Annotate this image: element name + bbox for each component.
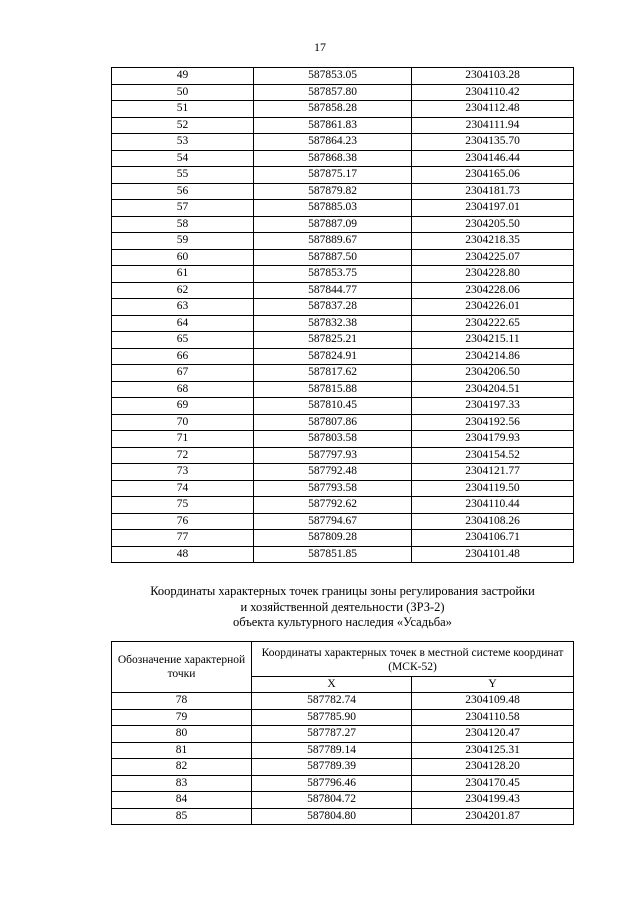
y-coordinate-cell: 2304135.70 [412,134,574,151]
x-coordinate-cell: 587858.28 [254,101,412,118]
table-row [112,134,574,151]
coordinates-table-continued [111,67,574,563]
table-row [112,726,574,743]
x-coordinate-cell: 587868.38 [254,150,412,167]
x-coordinate-cell: 587810.45 [254,398,412,415]
point-number-cell: 81 [112,742,252,759]
zrz2-coordinates-table [111,641,574,825]
y-coordinate-cell: 2304121.77 [412,464,574,481]
table-row [112,282,574,299]
x-coordinate-cell: 587796.46 [252,775,412,792]
x-coordinate-cell: 587887.09 [254,216,412,233]
x-coordinate-cell: 587789.14 [252,742,412,759]
y-coordinate-cell: 2304192.56 [412,414,574,431]
x-coordinate-cell: 587817.62 [254,365,412,382]
y-coordinate-cell: 2304204.51 [412,381,574,398]
y-coordinate-cell: 2304218.35 [412,233,574,250]
point-number-cell: 80 [112,726,252,743]
x-coordinate-cell: 587844.77 [254,282,412,299]
y-coordinate-cell: 2304179.93 [412,431,574,448]
header-x: X [252,677,412,693]
table-row [112,183,574,200]
point-number-cell: 54 [112,150,254,167]
y-coordinate-cell: 2304120.47 [412,726,574,743]
table-row [112,150,574,167]
point-number-cell: 63 [112,299,254,316]
section-title-line-3: объекта культурного наследия «Усадьба» [233,615,452,629]
coordinates-table-body [112,68,574,563]
table-row [112,332,574,349]
point-number-cell: 64 [112,315,254,332]
header-coordinates: Координаты характерных точек в местной системе координат (МСК-52) [252,642,574,677]
header-y: Y [412,677,574,693]
point-number-cell: 83 [112,775,252,792]
x-coordinate-cell: 587815.88 [254,381,412,398]
point-number-cell: 60 [112,249,254,266]
table-row [112,249,574,266]
point-number-cell: 67 [112,365,254,382]
y-coordinate-cell: 2304101.48 [412,546,574,563]
y-coordinate-cell: 2304206.50 [412,365,574,382]
section-title-line-2: и хозяйственной деятельности (ЗРЗ-2) [240,599,445,614]
x-coordinate-cell: 587792.62 [254,497,412,514]
table-row [112,480,574,497]
x-coordinate-cell: 587797.93 [254,447,412,464]
y-coordinate-cell: 2304197.33 [412,398,574,415]
table-row [112,216,574,233]
y-coordinate-cell: 2304215.11 [412,332,574,349]
y-coordinate-cell: 2304170.45 [412,775,574,792]
y-coordinate-cell: 2304197.01 [412,200,574,217]
table-row [112,464,574,481]
x-coordinate-cell: 587809.28 [254,530,412,547]
x-coordinate-cell: 587875.17 [254,167,412,184]
x-coordinate-cell: 587807.86 [254,414,412,431]
point-number-cell: 50 [112,84,254,101]
x-coordinate-cell: 587804.72 [252,792,412,809]
y-coordinate-cell: 2304119.50 [412,480,574,497]
y-coordinate-cell: 2304110.42 [412,84,574,101]
point-number-cell: 84 [112,792,252,809]
table-row [112,315,574,332]
point-number-cell: 75 [112,497,254,514]
point-number-cell: 69 [112,398,254,415]
y-coordinate-cell: 2304225.07 [412,249,574,266]
y-coordinate-cell: 2304128.20 [412,759,574,776]
x-coordinate-cell: 587793.58 [254,480,412,497]
table-row [112,117,574,134]
table-row [112,233,574,250]
table-row [112,759,574,776]
table-row [112,200,574,217]
table-row [112,709,574,726]
y-coordinate-cell: 2304165.06 [412,167,574,184]
y-coordinate-cell: 2304226.01 [412,299,574,316]
point-number-cell: 66 [112,348,254,365]
x-coordinate-cell: 587853.05 [254,68,412,85]
y-coordinate-cell: 2304110.58 [412,709,574,726]
y-coordinate-cell: 2304146.44 [412,150,574,167]
table-row [112,775,574,792]
y-coordinate-cell: 2304110.44 [412,497,574,514]
y-coordinate-cell: 2304106.71 [412,530,574,547]
point-number-cell: 71 [112,431,254,448]
y-coordinate-cell: 2304201.87 [412,808,574,825]
point-number-cell: 68 [112,381,254,398]
y-coordinate-cell: 2304111.94 [412,117,574,134]
x-coordinate-cell: 587861.83 [254,117,412,134]
point-number-cell: 51 [112,101,254,118]
x-coordinate-cell: 587889.67 [254,233,412,250]
point-number-cell: 76 [112,513,254,530]
table-row [112,513,574,530]
point-number-cell: 62 [112,282,254,299]
x-coordinate-cell: 587879.82 [254,183,412,200]
y-coordinate-cell: 2304222.65 [412,315,574,332]
zrz2-table-body [112,693,574,825]
table-row [112,431,574,448]
point-number-cell: 57 [112,200,254,217]
x-coordinate-cell: 587853.75 [254,266,412,283]
y-coordinate-cell: 2304214.86 [412,348,574,365]
table-row [112,546,574,563]
x-coordinate-cell: 587789.39 [252,759,412,776]
y-coordinate-cell: 2304199.43 [412,792,574,809]
y-coordinate-cell: 2304112.48 [412,101,574,118]
x-coordinate-cell: 587792.48 [254,464,412,481]
point-number-cell: 82 [112,759,252,776]
x-coordinate-cell: 587864.23 [254,134,412,151]
table-row [112,365,574,382]
point-number-cell: 70 [112,414,254,431]
point-number-cell: 85 [112,808,252,825]
table-row [112,266,574,283]
header-point-designation: Обозначение характерной точки [112,642,252,693]
point-number-cell: 77 [112,530,254,547]
x-coordinate-cell: 587804.80 [252,808,412,825]
table-row [112,808,574,825]
table-row [112,398,574,415]
zrz2-table-header [112,642,574,693]
table-row [112,792,574,809]
y-coordinate-cell: 2304125.31 [412,742,574,759]
x-coordinate-cell: 587885.03 [254,200,412,217]
y-coordinate-cell: 2304154.52 [412,447,574,464]
point-number-cell: 72 [112,447,254,464]
y-coordinate-cell: 2304205.50 [412,216,574,233]
header-row [112,642,574,677]
y-coordinate-cell: 2304181.73 [412,183,574,200]
point-number-cell: 48 [112,546,254,563]
x-coordinate-cell: 587832.38 [254,315,412,332]
point-number-cell: 61 [112,266,254,283]
table-row [112,348,574,365]
table-row [112,693,574,710]
point-number-cell: 74 [112,480,254,497]
x-coordinate-cell: 587785.90 [252,709,412,726]
x-coordinate-cell: 587782.74 [252,693,412,710]
table-row [112,299,574,316]
point-number-cell: 56 [112,183,254,200]
point-number-cell: 59 [112,233,254,250]
point-number-cell: 78 [112,693,252,710]
point-number-cell: 53 [112,134,254,151]
table-row [112,742,574,759]
page-number: 17 [314,40,326,54]
table-row [112,84,574,101]
point-number-cell: 79 [112,709,252,726]
x-coordinate-cell: 587794.67 [254,513,412,530]
table-row [112,497,574,514]
x-coordinate-cell: 587787.27 [252,726,412,743]
table-row [112,68,574,85]
point-number-cell: 49 [112,68,254,85]
x-coordinate-cell: 587851.85 [254,546,412,563]
point-number-cell: 65 [112,332,254,349]
x-coordinate-cell: 587837.28 [254,299,412,316]
point-number-cell: 73 [112,464,254,481]
y-coordinate-cell: 2304228.80 [412,266,574,283]
table-row [112,381,574,398]
section-title [111,584,574,631]
x-coordinate-cell: 587824.91 [254,348,412,365]
table-row [112,447,574,464]
table-row [112,101,574,118]
point-number-cell: 52 [112,117,254,134]
y-coordinate-cell: 2304228.06 [412,282,574,299]
y-coordinate-cell: 2304109.48 [412,693,574,710]
point-number-cell: 55 [112,167,254,184]
point-number-cell: 58 [112,216,254,233]
x-coordinate-cell: 587825.21 [254,332,412,349]
y-coordinate-cell: 2304108.26 [412,513,574,530]
table-row [112,414,574,431]
x-coordinate-cell: 587803.58 [254,431,412,448]
table-row [112,167,574,184]
table-row [112,530,574,547]
x-coordinate-cell: 587887.50 [254,249,412,266]
y-coordinate-cell: 2304103.28 [412,68,574,85]
x-coordinate-cell: 587857.80 [254,84,412,101]
section-title-line-1: Координаты характерных точек границы зоны регулирования застройки [150,584,535,598]
